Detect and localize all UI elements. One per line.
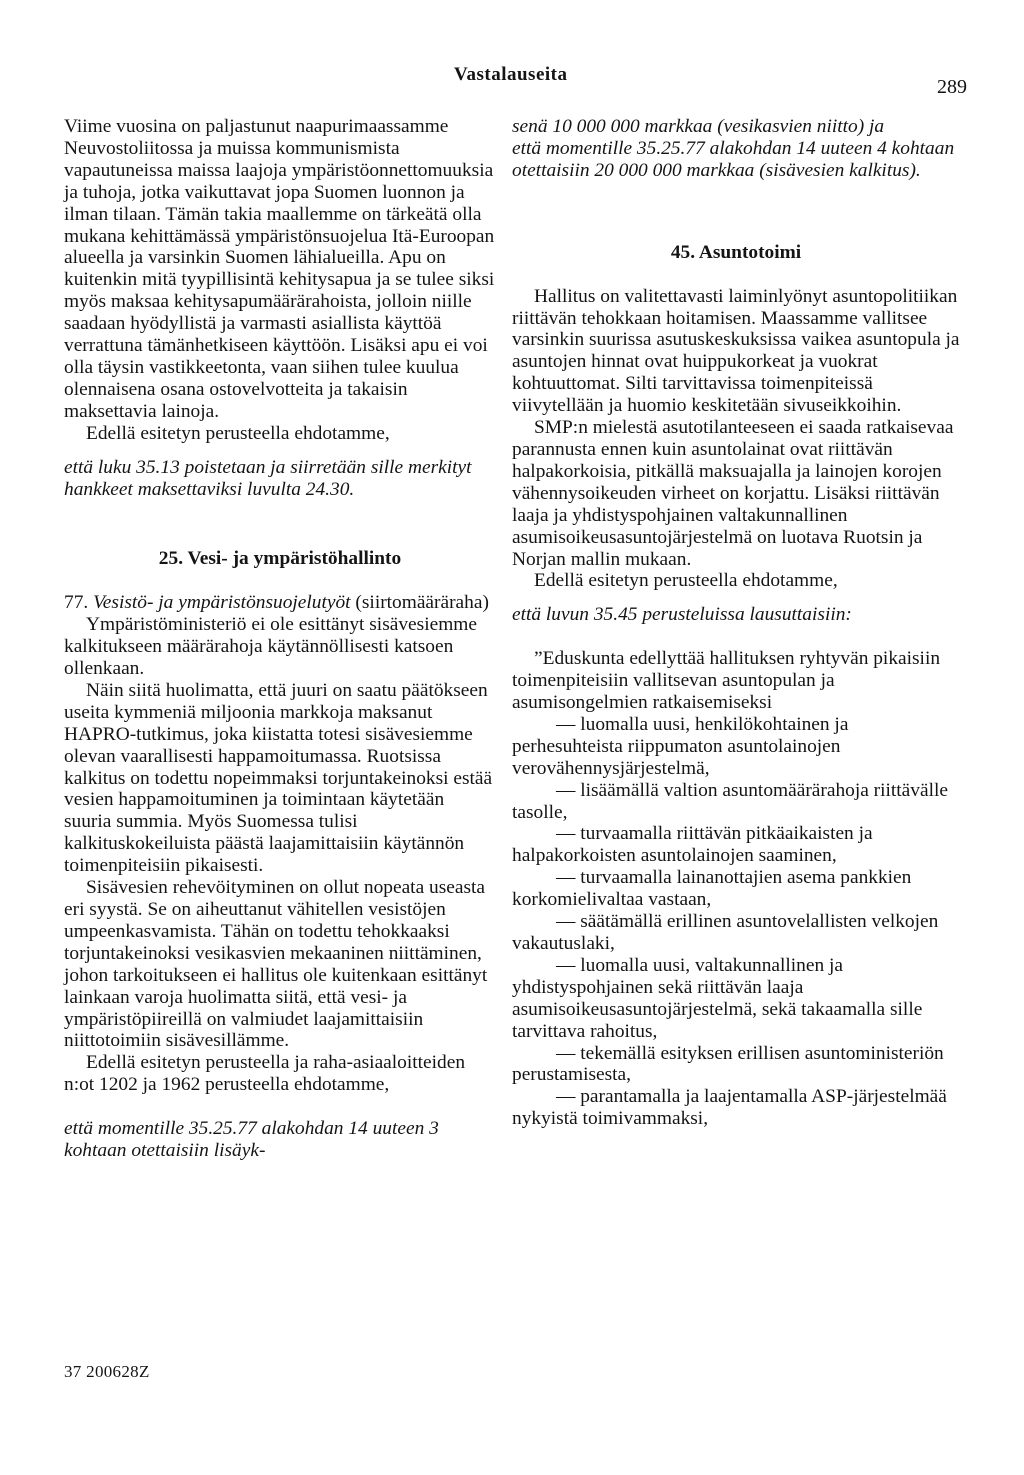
- list-item: — säätämällä erillinen asuntovelallisten velkojen vakautuslaki,: [512, 911, 939, 954]
- paragraph: Hallitus on valitettavasti laiminlyönyt asuntopolitiikan riittävän tehokkaan hoitamisen. Maassamme vallitsee varsinkin suurissa asutuskeskuksissa vaikea asuntopula ja asuntojen hinnat ovat huippukorkeat ja vuokrat kohtuuttomat. Silti tarvittavissa toimenpiteissä viivytellään ja huomio keskitetään sivuseikkoihin.: [512, 285, 960, 417]
- section-heading: 25. Vesi- ja ympäristöhallinto: [158, 548, 402, 570]
- item-heading: [64, 592, 496, 614]
- print-code: 37 200628Z: [64, 1362, 150, 1381]
- proposal-continued: senä 10 000 000 markkaa (vesikasvien niitto) ja: [512, 116, 885, 137]
- list-item: — turvaamalla riittävän pitkäaikaisten ja halpakorkoisten asuntolainojen saaminen,: [512, 823, 873, 867]
- running-title: Vastalauseita: [454, 64, 568, 85]
- paragraph: Edellä esitetyn perusteella ehdotamme,: [86, 422, 390, 444]
- paragraph: Ympäristöministeriö ei ole esittänyt sisävesiemme kalkitukseen määrärahoja käytännöllisesti katsoen ollenkaan.: [64, 614, 477, 680]
- list-item: — luomalla uusi, henkilökohtainen ja perhesuhteista riippumaton asuntolainojen verovähennysjärjestelmä,: [512, 713, 849, 779]
- proposal: että luku 35.13 poistetaan ja siirretään sille merkityt hankkeet maksettaviksi luvulta 24.30.: [64, 456, 472, 500]
- left-column: [64, 116, 496, 1162]
- section-heading: 45. Asuntotoimi: [670, 241, 802, 263]
- paragraph: Näin siitä huolimatta, että juuri on saatu päätökseen useita kymmeniä miljoonia markkoja maksanut HAPRO-tutkimus, joka kiistatta totesi sisävesiemme olevan vaarallisesti happamoitumassa. Ruotsissa kalkitus on todettu nopeimmaksi torjuntakeinoksi estää vesien happamoituminen ja toimintaan käytetään suuria summia. Myös Suomessa tulisi kalkituskokeiluista päästä laajamittaisiin käytännön toimenpiteisiin pikaisesti.: [64, 679, 493, 877]
- paragraph: Edellä esitetyn perusteella ja raha-asiaaloitteiden n:ot 1202 ja 1962 perusteella ehdotamme,: [64, 1052, 466, 1096]
- list-item: — turvaamalla lainanottajien asema pankkien korkomielivaltaa vastaan,: [512, 867, 912, 911]
- list-item: — parantamalla ja laajentamalla ASP-järjestelmää nykyistä toimivammaksi,: [512, 1086, 947, 1130]
- item-type: (siirtomääräraha): [355, 592, 489, 614]
- paragraph: Edellä esitetyn perusteella ehdotamme,: [534, 570, 838, 592]
- paragraph: SMP:n mielestä asutotilanteeseen ei saada ratkaisevaa parannusta ennen kuin asuntolainat ovat riittävän halpakorkoisia, pitkällä maksuajalla ja lainojen korojen vähennysoikeuden virheet on korjattu. Lisäksi riittävän laaja ja yhdistyspohjainen valtakunnallinen asumisoikeusasuntojärjestelmä on luotava Ruotsin ja Norjan mallin mukaan.: [512, 417, 954, 570]
- item-title: Vesistö- ja ympäristönsuojelutyöt: [93, 592, 351, 614]
- proposal: että momentille 35.25.77 alakohdan 14 uuteen 4 kohtaan otettaisiin 20 000 000 markkaa (sisävesien kalkitus).: [512, 137, 955, 181]
- list-item: — luomalla uusi, valtakunnallinen ja yhdistyspohjainen sekä riittävän laaja asumisoikeusasuntojärjestelmä, sekä takaamalla sille tarvittava rahoitus,: [512, 954, 923, 1042]
- paragraph: Sisävesien rehevöityminen on ollut nopeata useasta eri syystä. Se on aiheuttanut vähitellen vesistöjen umpeenkasvamista. Tähän on todettu tehokkaaksi torjuntakeinoksi vesikasvien mekaaninen niittäminen, johon tarkoitukseen ei hallitus ole kuitenkaan esittänyt lainkaan varoja huolimatta siitä, että vesi- ja ympäristöpiireillä on valmiudet laajamittaisiin niittotoimiin sisävesillämme.: [64, 877, 488, 1052]
- right-column: [512, 116, 960, 1130]
- proposal: että momentille 35.25.77 alakohdan 14 uuteen 3 kohtaan otettaisiin lisäyk-: [64, 1118, 439, 1162]
- list-item: — tekemällä esityksen erillisen asuntoministeriön perustamisesta,: [512, 1042, 944, 1086]
- quote: ”Eduskunta edellyttää hallituksen ryhtyvän pikaisiin toimenpiteisiin vallitsevan asuntopulan ja asumisongelmien ratkaisemiseksi: [512, 648, 941, 714]
- proposal: että luvun 35.45 perusteluissa lausuttaisiin:: [512, 604, 852, 626]
- list-item: — lisäämällä valtion asuntomäärärahoja riittävälle tasolle,: [512, 779, 948, 823]
- paragraph: Viime vuosina on paljastunut naapurimaassamme Neuvostoliitossa ja muissa kommunismista vapautuneissa maissa laajoja ympäristöonnettomuuksia ja tuhoja, jotka vaikuttavat jopa Suomen luonnon ja ilman tilaan. Tämän takia maallemme on tärkeätä olla mukana kehittämässä ympäristönsuojelua Itä-Euroopan alueella ja varsinkin Suomen lähialueilla. Apu on kuitenkin mitä tyypillisintä kehitysapua ja se tulee siksi myös maksaa kehitysapumäärärahoista, jolloin niille saadaan hyödyllistä ja varmasti asiallista käyttöä verrattuna tämänhetkiseen käyttöön. Lisäksi apu ei voi olla täysin vastikkeetonta, vaan siihen tulee kuulua olennaisena osana ostovelvotteita ja takaisin maksettavia lainoja.: [64, 116, 495, 422]
- item-number: 77.: [64, 592, 89, 614]
- page-number: 289: [937, 76, 967, 98]
